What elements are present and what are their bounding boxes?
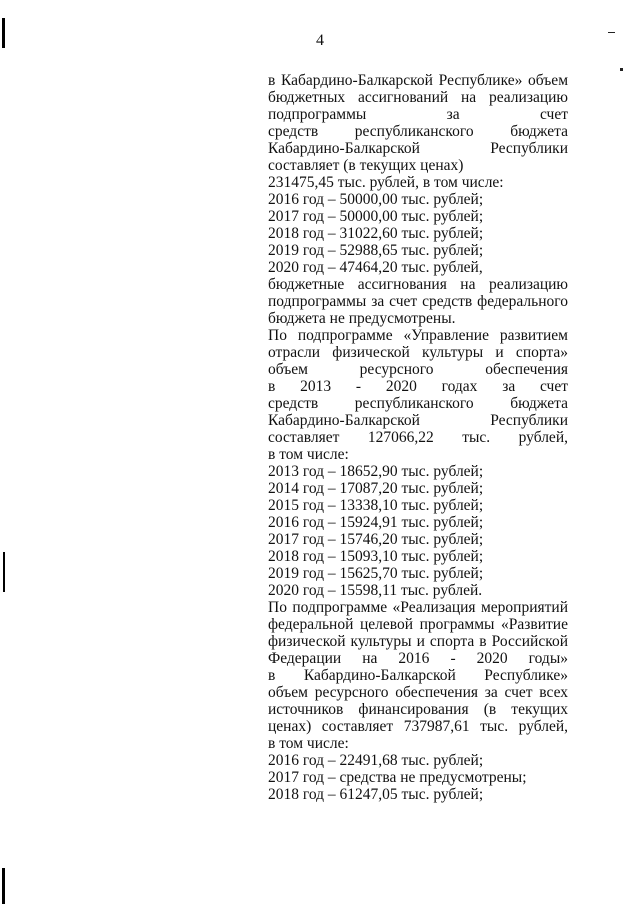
body-text-line: По подпрограмме «Реализация мероприятий (268, 599, 568, 616)
body-text-line: Федерации на 2016 - 2020 годы» (268, 650, 568, 667)
body-text-line: 2019 год – 52988,65 тыс. рублей; (268, 242, 484, 259)
body-text-line: в Кабардино-Балкарской Республике» (268, 667, 568, 684)
body-text-line: По подпрограмме «Управление развитием (268, 327, 568, 344)
body-text-line: Кабардино-Балкарской Республики (268, 412, 568, 429)
body-text-line: Кабардино-Балкарской Республики (268, 140, 568, 157)
body-text-line: 2018 год – 31022,60 тыс. рублей; (268, 225, 484, 242)
body-text-line: 2019 год – 15625,70 тыс. рублей; (268, 565, 484, 582)
body-text-line: бюджетных ассигнований на реализацию (268, 89, 568, 106)
scan-edge-mark-middle-left (3, 552, 5, 592)
body-text-line: 2020 год – 47464,20 тыс. рублей, (268, 259, 483, 276)
body-text-line: 2018 год – 61247,05 тыс. рублей; (268, 786, 484, 803)
body-text-line: 2013 год – 18652,90 тыс. рублей; (268, 463, 484, 480)
body-text-line: в 2013 - 2020 годах за счет (268, 378, 568, 395)
body-text-line: подпрограммы за счет средств федерального (268, 293, 568, 310)
body-text-line: бюджета не предусмотрены. (268, 310, 456, 327)
document-body-text (268, 72, 568, 803)
body-text-line: средств республиканского бюджета (268, 395, 568, 412)
body-text-line: 2017 год – 50000,00 тыс. рублей; (268, 208, 484, 225)
body-text-line: составляет (в текущих ценах) (268, 157, 464, 174)
body-text-line: составляет 127066,22 тыс. рублей, (268, 429, 568, 446)
body-text-line: 2016 год – 22491,68 тыс. рублей; (268, 752, 484, 769)
body-text-line: 2020 год – 15598,11 тыс. рублей. (268, 582, 483, 599)
body-text-line: в том числе: (268, 735, 349, 752)
body-text-line: физической культуры и спорта в Российской (268, 633, 568, 650)
body-text-line: в том числе: (268, 446, 349, 463)
body-text-line: бюджетные ассигнования на реализацию (268, 276, 568, 293)
body-text-line: в Кабардино-Балкарской Республике» объем (268, 72, 568, 89)
body-text-line: ценах) составляет 737987,61 тыс. рублей, (268, 718, 568, 735)
body-text-line: 2018 год – 15093,10 тыс. рублей; (268, 548, 484, 565)
body-text-line: 2017 год – 15746,20 тыс. рублей; (268, 531, 484, 548)
body-text-line: отрасли физической культуры и спорта» (268, 344, 568, 361)
body-text-line: объем ресурсного обеспечения (268, 361, 568, 378)
body-text-line: 231475,45 тыс. рублей, в том числе: (268, 174, 504, 191)
body-text-line: федеральной целевой программы «Развитие (268, 616, 568, 633)
body-text-line: средств республиканского бюджета (268, 123, 568, 140)
body-text-line: 2014 год – 17087,20 тыс. рублей; (268, 480, 484, 497)
body-text-line: 2017 год – средства не предусмотрены; (268, 769, 527, 786)
scan-edge-mark-bottom-left (2, 868, 5, 904)
body-text-line: 2016 год – 50000,00 тыс. рублей; (268, 191, 484, 208)
body-text-line: 2015 год – 13338,10 тыс. рублей; (268, 497, 484, 514)
scan-tick-right-upper (620, 68, 623, 71)
body-text-line: 2016 год – 15924,91 тыс. рублей; (268, 514, 484, 531)
body-text-line: источников финансирования (в текущих (268, 701, 568, 718)
body-text-line: подпрограммы за счет (268, 106, 568, 123)
body-text-line: объем ресурсного обеспечения за счет всех (268, 684, 568, 701)
page-number: 4 (316, 32, 324, 49)
